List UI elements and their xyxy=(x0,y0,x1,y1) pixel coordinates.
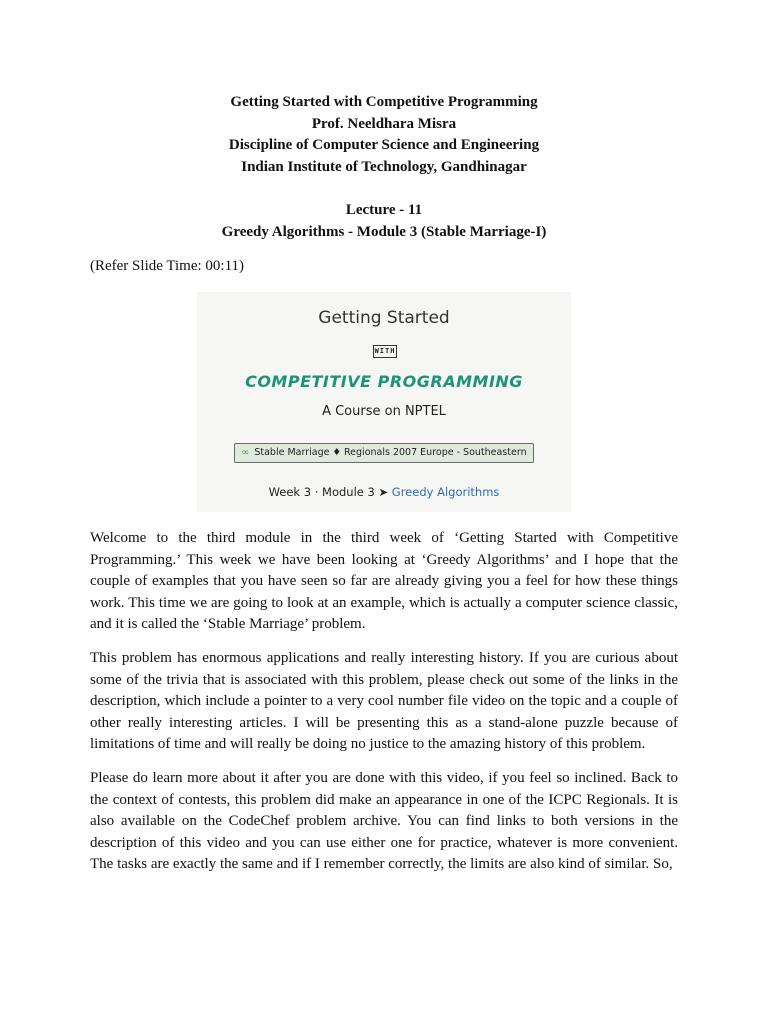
refer-slide-time: (Refer Slide Time: 00:11) xyxy=(90,258,245,274)
module-title: Greedy Algorithms - Module 3 (Stable Marriage-I) xyxy=(221,223,547,240)
course-title: Getting Started with Competitive Programming xyxy=(230,94,538,110)
link-icon: ∞ xyxy=(241,447,250,458)
author-name: Prof. Neeldhara Misra xyxy=(311,115,457,132)
paragraph: Please do learn more about it after you are done with this video, if you feel so inclined. Back to the context of contests, this problem did make an appearance in one of the ICPC Regionals. It is also available on the CodeChef problem archive. You can find links to both versions in the description of this video and you can use either one for practice, whatever is more convenient. The tasks are exactly the same and if I remember correctly, the limits are also kind of similar. So, xyxy=(90,769,678,873)
paragraph: This problem has enormous applications and really interesting history. If you are curious about some of the trivia that is associated with this problem, please check out some of the links in the description, which include a pointer to a very cool number file video on the topic and a couple of other really interesting articles. I will be presenting this as a stand-alone puzzle because of limitations of time and will really be doing no justice to the amazing history of this problem. xyxy=(90,649,678,753)
slide-title: Getting Started xyxy=(318,308,450,328)
slide-navigation xyxy=(197,485,571,499)
document-header xyxy=(0,92,768,243)
slide-course-name: COMPETITIVE PROGRAMMING xyxy=(245,372,523,391)
body-text xyxy=(90,528,678,888)
slide-nav-module: Module 3 xyxy=(322,485,375,499)
lecture-slide-image xyxy=(197,292,571,512)
slide-nav-separator: · xyxy=(314,485,319,499)
slide-problem-tag xyxy=(234,443,534,463)
lecture-number: Lecture - 11 xyxy=(345,202,423,218)
department-name: Discipline of Computer Science and Engineering xyxy=(228,137,540,153)
slide-subtitle: A Course on NPTEL xyxy=(322,404,446,419)
slide-nav-topic: Greedy Algorithms xyxy=(391,485,500,499)
slide-with-label: WITH xyxy=(373,345,397,358)
slide-nav-week: Week 3 xyxy=(268,485,312,499)
arrow-icon: ➤ xyxy=(378,485,389,499)
paragraph: Welcome to the third module in the third week of ‘Getting Started with Competitive Programming.’ This week we have been looking at ‘Greedy Algorithms’ and I hope that the couple of examples that you have seen so far are already giving you a feel for how these things work. This time we are going to look at an example, which is actually a computer science classic, and it is called the ‘Stable Marriage’ problem. xyxy=(90,530,678,633)
institute-name: Indian Institute of Technology, Gandhinagar xyxy=(241,158,527,175)
slide-tag-text: Stable Marriage ♦ Regionals 2007 Europe - Southeastern xyxy=(254,447,527,458)
